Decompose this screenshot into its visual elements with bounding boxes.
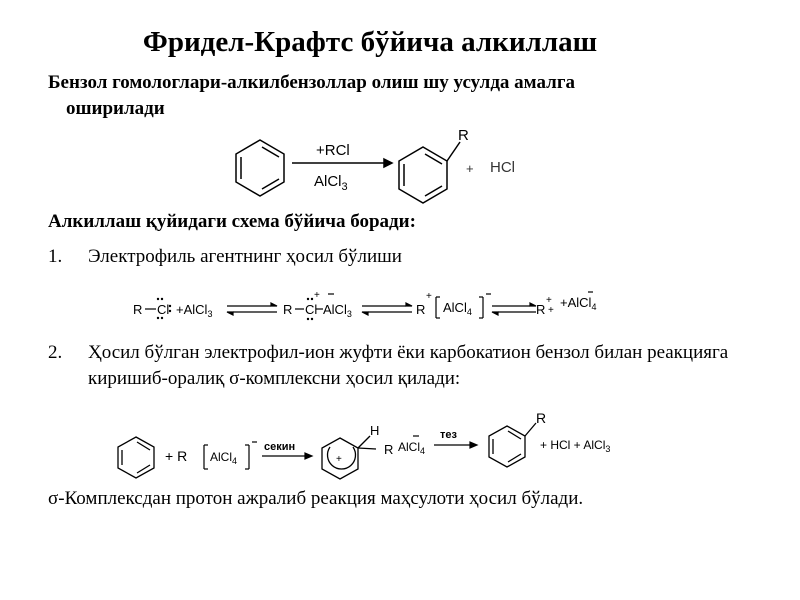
step-1-text: Электрофиль агентнинг ҳосил бўлиши [88, 246, 402, 267]
slow-label: секин [264, 441, 296, 453]
products-label: + HCl + AlCl$_3$ [540, 438, 611, 454]
fast-arrow [434, 442, 477, 448]
catalyst-label: AlCl$_3$ [314, 173, 348, 193]
svg-text:+: + [546, 295, 552, 306]
svg-text:+: + [426, 291, 432, 302]
svg-text:+: + [548, 305, 554, 316]
intro-line-1: Бензол гомологлари-алкилбензоллар олиш шу усулда амалга [48, 72, 575, 93]
step-2-text: Ҳосил бўлган электрофил-ион жуфти ёки карбокатион бензол билан реакцияга киришиб-оралиқ σ-комплексни ҳосил қилади: [88, 342, 729, 389]
sigma-alcl4: AlCl$_4$ [398, 440, 426, 456]
step-2-number: 2. [48, 342, 63, 363]
rcl-alcl3: +AlCl$_3$ [176, 302, 213, 319]
electrophile-r: + R [165, 448, 188, 464]
svg-text:+: + [314, 290, 320, 301]
sigma-charge: + [336, 454, 342, 465]
intro-line-2: оширилади [66, 98, 165, 119]
free-alcl4: +AlCl$_4$ [560, 295, 597, 312]
reagent-label: +RCl [316, 142, 350, 159]
rcl-cl: Cl [157, 302, 170, 317]
alcl4-anion: AlCl$_4$ [210, 450, 238, 466]
closing-text: σ-Комплексдан протон ажралиб реакция маҳсулоти ҳосил бўлади. [48, 488, 584, 509]
substituent-r: R [458, 127, 469, 144]
sigma-r: R [384, 442, 394, 457]
slow-arrow [262, 453, 312, 459]
product-ring [489, 423, 536, 467]
rcl-r: R [133, 302, 143, 317]
complex-cl: Cl [305, 302, 318, 317]
sigma-h: H [370, 423, 380, 438]
step-1-number: 1. [48, 246, 63, 267]
plus-sign: + [466, 161, 474, 176]
byproduct-label: HCl [490, 159, 515, 176]
ionpair-r: R [416, 302, 426, 317]
slide-title: Фридел-Крафтс бўйича алкиллаш [142, 26, 598, 58]
complex-r: R [283, 302, 293, 317]
fast-label: тез [440, 429, 457, 441]
ionpair-alcl4: AlCl$_4$ [443, 300, 472, 317]
cation-r: R [536, 302, 546, 317]
scheme-heading: Алкиллаш қуйидаги схема бўйича боради: [48, 211, 416, 232]
sigma-complex-ring [322, 436, 376, 479]
product-r: R [536, 410, 547, 426]
complex-alcl3: AlCl$_3$ [323, 302, 352, 319]
benzene-ring [118, 437, 154, 478]
